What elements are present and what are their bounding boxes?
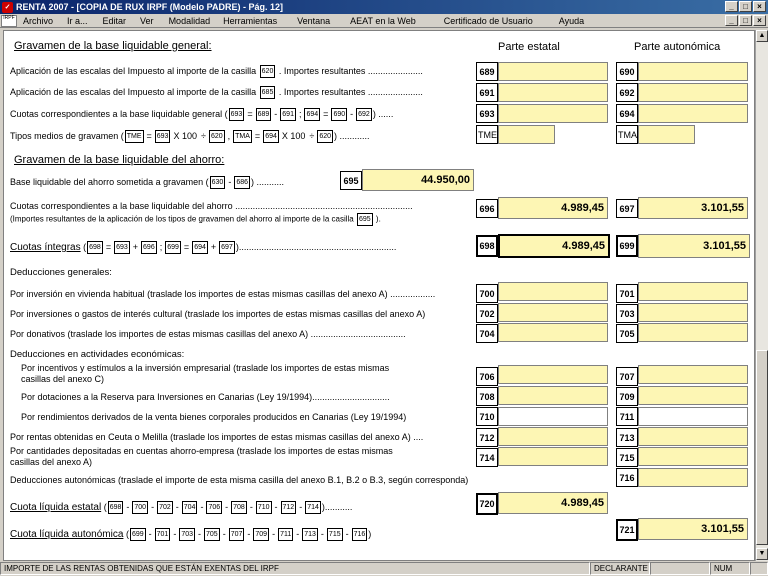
formula-operator: - bbox=[222, 528, 226, 539]
field-696[interactable]: 4.989,45 bbox=[498, 197, 608, 219]
row-716-label: Deducciones autonómicas (traslade el importe de esta misma casilla del anexo B.1, B.2 o B.3, según corresponda) bbox=[10, 475, 469, 485]
box-710: 710 bbox=[476, 407, 498, 426]
field-702[interactable] bbox=[498, 303, 608, 322]
formula-box: 707 bbox=[229, 528, 245, 541]
status-help-text: IMPORTE DE LAS RENTAS OBTENIDAS QUE ESTÁN EXENTAS DEL IRPF bbox=[0, 562, 590, 575]
row-700-label: Por inversión en vivienda habitual (traslade los importes de estas mismas casillas del anexo A) .................. bbox=[10, 289, 436, 299]
formula-box: 702 bbox=[157, 501, 173, 514]
tipos-medios-label: Tipos medios de gravamen ( TME = 693 X 100 ÷ 620 , TMA = 694 X 100 ÷ 620 ) ............ bbox=[10, 130, 370, 143]
window-title: RENTA 2007 - [COPIA DE RUX IRPF (Modelo PADRE) - Pág. 12] bbox=[16, 2, 284, 12]
menu-ir-a[interactable]: Ir a... bbox=[67, 15, 88, 26]
menu-archivo[interactable]: Archivo bbox=[23, 15, 54, 26]
field-713[interactable] bbox=[638, 427, 748, 446]
formula-box: 705 bbox=[204, 528, 220, 541]
formula-box: 708 bbox=[231, 501, 247, 514]
box-699: 699 bbox=[616, 235, 638, 257]
formula-box: 620 bbox=[317, 130, 333, 143]
menu-ayuda[interactable]: Ayuda bbox=[558, 15, 585, 26]
formula-operator: X 100 bbox=[173, 130, 197, 141]
box-690: 690 bbox=[616, 62, 638, 81]
maximize-button[interactable]: □ bbox=[739, 1, 752, 12]
formula-operator: - bbox=[296, 528, 300, 539]
formula-operator: = bbox=[323, 108, 329, 119]
row-714-label-a: Por cantidades depositadas en cuentas ahorro-empresa (traslade los importes de estas mismas bbox=[10, 446, 393, 456]
formula-box: 620 bbox=[209, 130, 225, 143]
box-698: 698 bbox=[476, 235, 498, 257]
field-699[interactable]: 3.101,55 bbox=[638, 234, 750, 258]
formula-box: 690 bbox=[331, 108, 347, 121]
field-705[interactable] bbox=[638, 323, 748, 342]
formula-box: 709 bbox=[253, 528, 269, 541]
menu-herramientas[interactable]: Herramientas bbox=[223, 15, 278, 26]
formula-box: 701 bbox=[155, 528, 171, 541]
formula-box: 694 bbox=[192, 241, 208, 254]
scroll-thumb[interactable] bbox=[756, 350, 768, 545]
formula-box: 703 bbox=[179, 528, 195, 541]
menu-editar[interactable]: Editar bbox=[102, 15, 127, 26]
column-header-estatal: Parte estatal bbox=[498, 41, 560, 53]
row-706-label-b: casillas del anexo C) bbox=[21, 374, 105, 384]
row-704-label: Por donativos (traslade los importes de estas mismas casillas del anexo A) ...................................... bbox=[10, 329, 406, 339]
renta-app-icon: ✓ bbox=[2, 2, 13, 13]
field-694[interactable] bbox=[638, 104, 748, 123]
box-tme: TME bbox=[476, 125, 498, 144]
formula-box: 710 bbox=[256, 501, 272, 514]
field-689[interactable] bbox=[498, 62, 608, 81]
formula-box: 704 bbox=[182, 501, 198, 514]
formula-box: 693 bbox=[229, 108, 245, 121]
box-712: 712 bbox=[476, 428, 498, 447]
field-704[interactable] bbox=[498, 323, 608, 342]
formula-box: TMA bbox=[233, 130, 252, 143]
cuota-liquida-autonomica-row: Cuota líquida autonómica ( 699 - 701 - 703 - 705 - 707 - 709 - 711 - 713 - 715 - 716 ) bbox=[10, 528, 372, 540]
formula-693 bbox=[228, 109, 373, 119]
formula-operator: - bbox=[345, 528, 349, 539]
formula-operator: = bbox=[105, 241, 112, 252]
doc-minimize-button[interactable]: _ bbox=[725, 15, 738, 26]
formula-box: 696 bbox=[141, 241, 157, 254]
formula-box: 699 bbox=[165, 241, 181, 254]
box-714: 714 bbox=[476, 448, 498, 467]
formula-operator: - bbox=[350, 108, 354, 119]
field-693[interactable] bbox=[498, 104, 608, 123]
menu-modalidad[interactable]: Modalidad bbox=[168, 15, 211, 26]
box-709: 709 bbox=[616, 387, 638, 406]
box-697: 697 bbox=[616, 199, 638, 218]
formula-operator: - bbox=[175, 501, 179, 512]
box-702: 702 bbox=[476, 304, 498, 323]
formula-tipos bbox=[124, 131, 334, 141]
formula-operator: - bbox=[299, 501, 303, 512]
field-700[interactable] bbox=[498, 282, 608, 301]
formula-box: 712 bbox=[281, 501, 297, 514]
menu-bar bbox=[0, 14, 768, 28]
formula-operator: - bbox=[200, 501, 204, 512]
formula-box: 694 bbox=[263, 130, 279, 143]
formula-operator: - bbox=[274, 501, 278, 512]
formula-operator: - bbox=[126, 501, 130, 512]
box-706: 706 bbox=[476, 367, 498, 386]
row-695-label: Base liquidable del ahorro sometida a gravamen ( 630 - 686 ) ........... bbox=[10, 176, 284, 189]
formula-box: 715 bbox=[327, 528, 343, 541]
formula-operator: ; bbox=[159, 241, 163, 252]
formula-integras bbox=[86, 242, 236, 252]
box-721: 721 bbox=[616, 519, 638, 541]
status-num: NUM bbox=[710, 562, 750, 575]
formula-box: 693 bbox=[155, 130, 171, 143]
scroll-up-arrow-icon[interactable]: ▲ bbox=[756, 30, 768, 42]
field-706[interactable] bbox=[498, 365, 608, 384]
formula-operator: ; bbox=[298, 108, 302, 119]
formula-box: 630 bbox=[210, 176, 226, 189]
field-710[interactable] bbox=[498, 407, 608, 426]
formula-operator: - bbox=[272, 528, 276, 539]
formula-operator: X 100 bbox=[281, 130, 306, 141]
formula-box: 689 bbox=[256, 108, 272, 121]
formula-box: 691 bbox=[280, 108, 296, 121]
cuota-liquida-autonomica-label: Cuota líquida autonómica bbox=[10, 528, 124, 540]
cuotas-integras-row: Cuotas íntegras ( 698 = 693 + 696 ; 699 = 694 + 697 )............................................................... bbox=[10, 241, 397, 253]
field-698[interactable]: 4.989,45 bbox=[498, 234, 610, 258]
box-715: 715 bbox=[616, 448, 638, 467]
field-697[interactable]: 3.101,55 bbox=[638, 197, 748, 219]
field-692[interactable] bbox=[638, 83, 748, 102]
formula-box: 713 bbox=[302, 528, 318, 541]
cuotas-integras-label: Cuotas íntegras bbox=[10, 241, 81, 253]
formula-box: 693 bbox=[114, 241, 130, 254]
box-692: 692 bbox=[616, 83, 638, 102]
doc-restore-button[interactable]: □ bbox=[739, 15, 752, 26]
minimize-button[interactable]: _ bbox=[725, 1, 738, 12]
formula-box: 698 bbox=[87, 241, 103, 254]
formula-operator: - bbox=[198, 528, 201, 539]
box-694: 694 bbox=[616, 104, 638, 123]
formula-box: 686 bbox=[234, 176, 250, 189]
column-header-autonomica: Parte autonómica bbox=[634, 41, 721, 53]
close-button[interactable]: × bbox=[753, 1, 766, 12]
formula-box: 692 bbox=[356, 108, 372, 121]
cuota-liquida-estatal-label: Cuota líquida estatal bbox=[10, 501, 102, 513]
row-702-label: Por inversiones o gastos de interés cultural (traslade los importes de estas mismas casillas del anexo A) bbox=[10, 309, 426, 319]
formula-operator: - bbox=[148, 528, 152, 539]
formula-operator: = bbox=[146, 130, 152, 141]
box-704: 704 bbox=[476, 324, 498, 343]
formula-operator: - bbox=[151, 501, 155, 512]
field-708[interactable] bbox=[498, 386, 608, 405]
section-general-title: Gravamen de la base liquidable general: bbox=[14, 40, 212, 52]
formula-liquida-estatal bbox=[107, 502, 322, 512]
title-bar bbox=[0, 0, 768, 14]
field-715[interactable] bbox=[638, 447, 748, 466]
row-696-label-b: (Importes resultantes de la aplicación de los tipos de gravamen del ahorro al importe de la casilla 695 ). bbox=[10, 213, 381, 226]
formula-box: 714 bbox=[305, 501, 321, 514]
formula-box: 716 bbox=[352, 528, 368, 541]
row-712-label: Por rentas obtenidas en Ceuta o Melilla (traslade los importes de estas mismas casillas del anexo A) .... bbox=[10, 432, 424, 442]
field-721[interactable]: 3.101,55 bbox=[638, 518, 748, 540]
field-tma[interactable] bbox=[638, 125, 695, 144]
field-709[interactable] bbox=[638, 386, 748, 405]
row-708-label: Por dotaciones a la Reserva para Inversiones en Canarias (Ley 19/1994)............................... bbox=[21, 392, 390, 402]
menu-aeat-web[interactable]: AEAT en la Web bbox=[350, 15, 416, 26]
tax-form-page bbox=[3, 30, 755, 561]
row-706-label-a: Por incentivos y estímulos a la inversión empresarial (traslade los importes de estas mismas bbox=[21, 363, 390, 373]
box-707: 707 bbox=[616, 367, 638, 386]
row-696-label-a: Cuotas correspondientes a la base liquidable del ahorro ....................................................................... bbox=[10, 201, 413, 211]
box-713: 713 bbox=[616, 428, 638, 447]
formula-box: 698 bbox=[108, 501, 124, 514]
field-703[interactable] bbox=[638, 303, 748, 322]
formula-operator: + bbox=[132, 241, 139, 252]
row-710-label: Por rendimientos derivados de la venta bienes corporales producidos en Canarias (Ley 19/1994) bbox=[21, 412, 407, 422]
irpf-document-icon[interactable]: IRPF bbox=[1, 15, 17, 27]
box-691: 691 bbox=[476, 83, 498, 102]
formula-operator: - bbox=[225, 501, 229, 512]
formula-operator: = bbox=[254, 130, 261, 141]
menu-ver[interactable]: Ver bbox=[140, 15, 154, 26]
formula-operator: - bbox=[274, 108, 278, 119]
scroll-down-arrow-icon[interactable]: ▼ bbox=[756, 548, 768, 560]
formula-operator: - bbox=[247, 528, 251, 539]
formula-box: 706 bbox=[206, 501, 222, 514]
menu-ventana[interactable]: Ventana bbox=[297, 15, 331, 26]
box-693: 693 bbox=[476, 104, 498, 123]
formula-box: TME bbox=[125, 130, 144, 143]
formula-operator: - bbox=[320, 528, 324, 539]
field-712[interactable] bbox=[498, 427, 608, 446]
box-701: 701 bbox=[616, 284, 638, 303]
box-700: 700 bbox=[476, 284, 498, 303]
row-689-label: Aplicación de las escalas del Impuesto al importe de la casilla 620 . Importes resultantes ...................... bbox=[10, 65, 423, 78]
field-tme[interactable] bbox=[498, 125, 555, 144]
box-720: 720 bbox=[476, 493, 498, 515]
field-711[interactable] bbox=[638, 407, 748, 426]
field-720[interactable]: 4.989,45 bbox=[498, 492, 608, 514]
box-696: 696 bbox=[476, 199, 498, 218]
status-mode: DECLARANTE bbox=[590, 562, 650, 575]
doc-close-button[interactable]: × bbox=[753, 15, 766, 26]
formula-operator: = bbox=[183, 241, 190, 252]
section-ahorro-title: Gravamen de la base liquidable del ahorro: bbox=[14, 154, 225, 166]
vertical-scrollbar[interactable] bbox=[755, 30, 768, 561]
row-693-label: Cuotas correspondientes a la base liquidable general ( 693 = 689 - 691 ; 694 = 690 - 692 ) ...... bbox=[10, 108, 393, 121]
formula-liquida-autonomica bbox=[129, 529, 368, 539]
formula-operator: - bbox=[228, 176, 232, 187]
field-691[interactable] bbox=[498, 83, 608, 102]
formula-box: 694 bbox=[304, 108, 320, 121]
box-695: 695 bbox=[340, 171, 362, 190]
formula-operator: + bbox=[210, 241, 217, 252]
formula-box: 700 bbox=[132, 501, 148, 514]
deducciones-generales-heading: Deducciones generales: bbox=[10, 267, 112, 278]
row-691-label: Aplicación de las escalas del Impuesto al importe de la casilla 685 . Importes resultantes ...................... bbox=[10, 86, 423, 99]
field-707[interactable] bbox=[638, 365, 748, 384]
deducciones-actividades-heading: Deducciones en actividades económicas: bbox=[10, 349, 185, 360]
formula-box: 697 bbox=[219, 241, 235, 254]
box-tma: TMA bbox=[616, 125, 638, 144]
formula-box: 699 bbox=[130, 528, 146, 541]
formula-operator: , bbox=[227, 130, 231, 141]
field-716[interactable] bbox=[638, 468, 748, 487]
status-bar bbox=[0, 562, 768, 576]
menu-certificado[interactable]: Certificado de Usuario bbox=[443, 15, 533, 26]
field-714[interactable] bbox=[498, 447, 608, 466]
box-708: 708 bbox=[476, 387, 498, 406]
row-714-label-b: casillas del anexo A) bbox=[10, 457, 93, 467]
formula-operator: - bbox=[173, 528, 177, 539]
field-701[interactable] bbox=[638, 282, 748, 301]
box-703: 703 bbox=[616, 304, 638, 323]
box-689: 689 bbox=[476, 62, 498, 81]
formula-operator: = bbox=[247, 108, 253, 119]
box-711: 711 bbox=[616, 407, 638, 426]
formula-operator: ÷ bbox=[200, 130, 206, 141]
cuota-liquida-estatal-row: Cuota líquida estatal ( 698 - 700 - 702 - 704 - 706 - 708 - 710 - 712 - 714 )........... bbox=[10, 501, 353, 513]
formula-695 bbox=[209, 177, 251, 187]
box-716: 716 bbox=[616, 468, 638, 487]
formula-operator: ÷ bbox=[309, 130, 315, 141]
box-705: 705 bbox=[616, 324, 638, 343]
field-695[interactable]: 44.950,00 bbox=[362, 169, 474, 191]
field-690[interactable] bbox=[638, 62, 748, 81]
formula-operator: - bbox=[249, 501, 253, 512]
formula-box: 711 bbox=[278, 528, 293, 541]
